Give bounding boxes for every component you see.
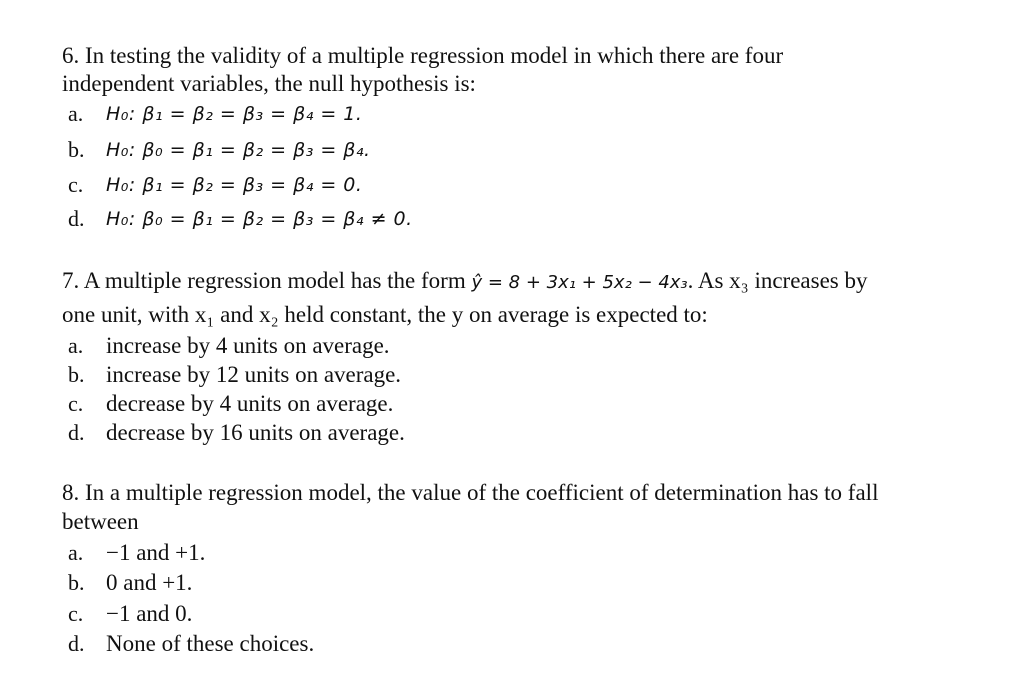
option-text: −1 and +1. xyxy=(106,540,206,565)
question-stem: 6. In testing the validity of a multiple regression model in which there are four xyxy=(62,43,784,68)
option-letter: d. xyxy=(68,206,85,231)
option-letter: d. xyxy=(68,420,85,445)
option-letter: d. xyxy=(68,631,85,656)
regression-formula: ŷ = 8 + 3x₁ + 5x₂ − 4x₃ xyxy=(471,272,688,293)
option-text: H₀: β₁ = β₂ = β₃ = β₄ = 0. xyxy=(106,174,363,196)
option-text: H₀: β₀ = β₁ = β₂ = β₃ = β₄ ≠ 0. xyxy=(106,208,413,230)
option-letter: a. xyxy=(68,101,84,126)
option-letter: b. xyxy=(68,362,85,387)
option-text: increase by 12 units on average. xyxy=(106,362,402,387)
question-stem: 8. In a multiple regression model, the value of the coefficient of determination has to fall xyxy=(62,480,879,505)
question-stem xyxy=(62,267,868,297)
option-letter: c. xyxy=(68,601,84,626)
stem-suffix: . As x₃ increases by xyxy=(687,268,868,293)
option-text: H₀: β₁ = β₂ = β₃ = β₄ = 1. xyxy=(106,103,363,125)
option-text: H₀: β₀ = β₁ = β₂ = β₃ = β₄. xyxy=(106,139,371,161)
option-text: None of these choices. xyxy=(106,631,315,656)
option-text: decrease by 16 units on average. xyxy=(106,420,405,445)
option-text: decrease by 4 units on average. xyxy=(106,391,394,416)
stem-prefix: 7. A multiple regression model has the form xyxy=(62,268,466,293)
option-letter: a. xyxy=(68,333,84,358)
option-letter: c. xyxy=(68,172,84,197)
option-letter: b. xyxy=(68,570,85,595)
question-stem: one unit, with x₁ and x₂ held constant, the y on average is expected to: xyxy=(62,302,708,327)
question-stem: between xyxy=(62,509,139,534)
option-letter: a. xyxy=(68,540,84,565)
option-text: −1 and 0. xyxy=(106,601,193,626)
option-text: increase by 4 units on average. xyxy=(106,333,390,358)
option-letter: c. xyxy=(68,391,84,416)
question-stem: independent variables, the null hypothesis is: xyxy=(62,71,476,96)
option-text: 0 and +1. xyxy=(106,570,193,595)
option-letter: b. xyxy=(68,137,85,162)
